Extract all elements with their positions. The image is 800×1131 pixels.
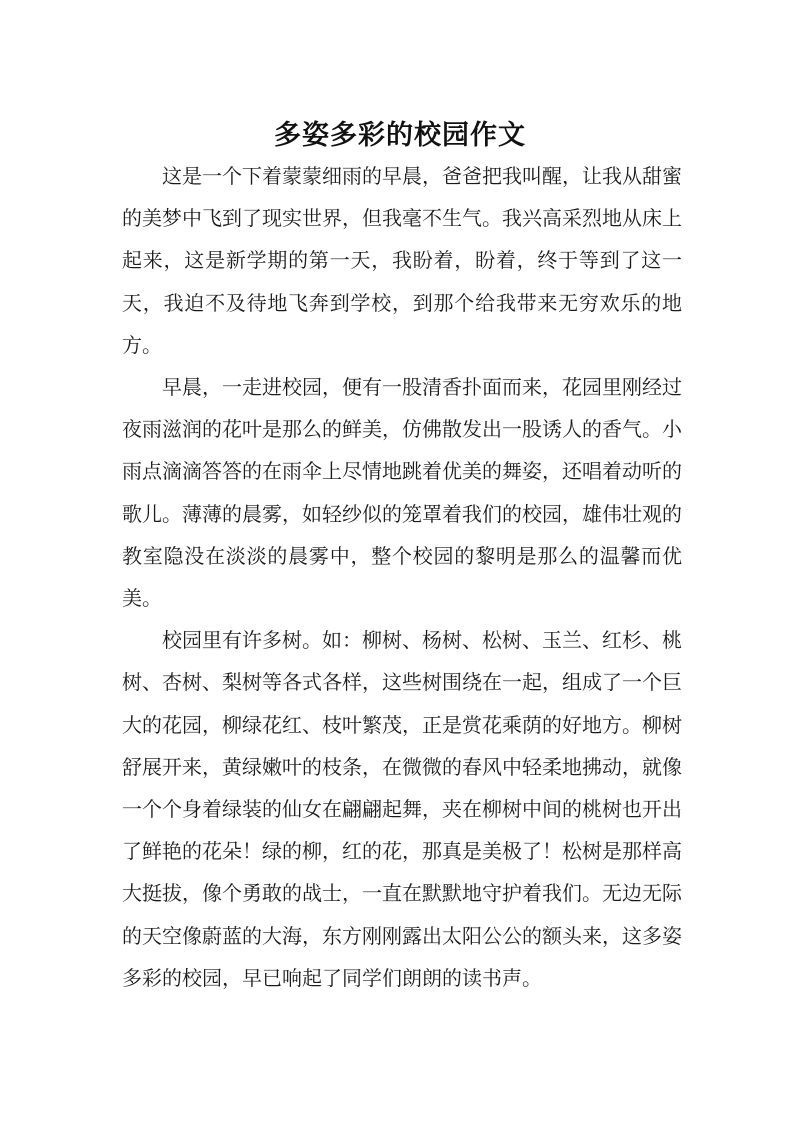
paragraph-1: 这是一个下着蒙蒙细雨的早晨，爸爸把我叫醒，让我从甜蜜的美梦中飞到了现实世界，但我毫不生气。我兴高采烈地从床上起来，这是新学期的第一天，我盼着，盼着，终于等到了这一天，我迫不及待地飞奔到学校，到那个给我带来无穷欢乐的地方。 [122,164,682,357]
document-body [122,155,682,999]
document-title: 多姿多彩的校园作文 [274,120,526,152]
paragraph-3: 校园里有许多树。如：柳树、杨树、松树、玉兰、红杉、桃树、杏树、梨树等各式各样，这些树围绕在一起，组成了一个巨大的花园，柳绿花红、枝叶繁茂，正是赏花乘荫的好地方。柳树舒展开来，黄绿嫩叶的枝条，在微微的春风中轻柔地拂动，就像一个个身着绿装的仙女在翩翩起舞，夹在柳树中间的桃树也开出了鲜艳的花朵！绿的柳，红的花，那真是美极了！松树是那样高大挺拔，像个勇敢的战士，一直在默默地守护着我们。无边无际的天空像蔚蓝的大海，东方刚刚露出太阳公公的额头来，这多姿多彩的校园，早已响起了同学们朗朗的读书声。 [122,628,682,990]
paragraph-2: 早晨，一走进校园，便有一股清香扑面而来，花园里刚经过夜雨滋润的花叶是那么的鲜美，仿佛散发出一股诱人的香气。小雨点滴滴答答的在雨伞上尽情地跳着优美的舞姿，还唱着动听的歌儿。薄薄的晨雾，如轻纱似的笼罩着我们的校园，雄伟壮观的教室隐没在淡淡的晨雾中，整个校园的黎明是那么的温馨而优美。 [122,375,682,611]
